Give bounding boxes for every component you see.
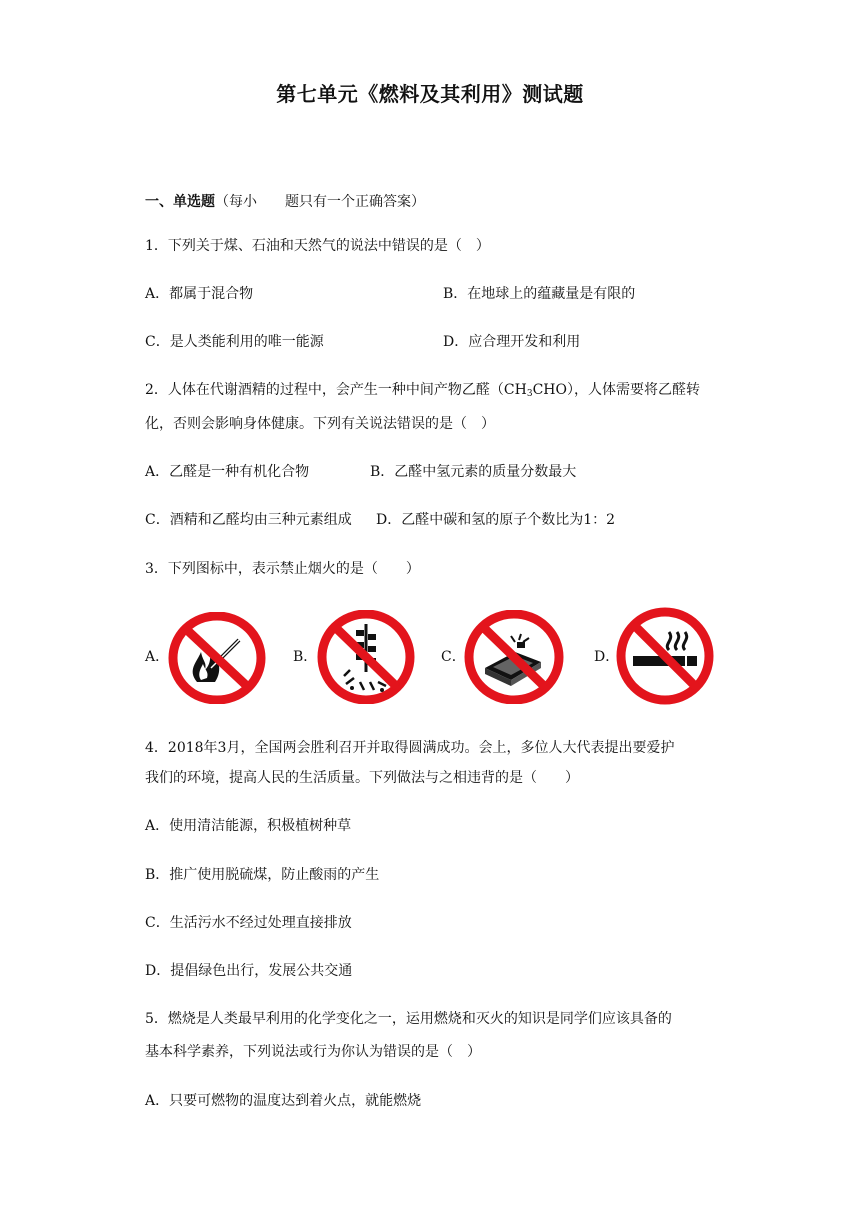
question-2-stem-line1	[145, 380, 700, 404]
question-3-option-b-label: B．	[293, 649, 318, 665]
question-5-option-a: A．只要可燃物的温度达到着火点，就能燃烧	[145, 1093, 422, 1109]
question-4-option-c: C．生活污水不经过处理直接排放	[145, 915, 352, 931]
question-2-option-c: C．酒精和乙醛均由三种元素组成	[145, 512, 352, 528]
question-1-option-b: B．在地球上的蕴藏量是有限的	[443, 286, 636, 302]
question-4-stem-line1: 4．2018年3月，全国两会胜利召开并取得圆满成功。会上，多位人大代表提出要爱护	[145, 740, 675, 756]
no-smoking-sign-icon	[615, 606, 715, 706]
question-4-stem-line2: 我们的环境，提高人民的生活质量。下列做法与之相违背的是（ ）	[145, 770, 579, 786]
question-2-option-b: B．乙醛中氢元素的质量分数最大	[370, 464, 577, 480]
formula-subscript: 3	[526, 389, 533, 399]
question-1-stem: 1．下列关于煤、石油和天然气的说法中错误的是（ ）	[145, 238, 490, 254]
no-fireworks-sign-icon	[316, 610, 416, 704]
section-heading	[145, 192, 425, 212]
question-5-stem-line1: 5．燃烧是人类最早利用的化学变化之一，运用燃烧和灭火的知识是同学们应该具备的	[145, 1011, 672, 1027]
no-matches-sign-icon	[463, 610, 565, 704]
question-4-option-d: D．提倡绿色出行，发展公共交通	[145, 963, 353, 979]
question-2-stem-line2: 化，否则会影响身体健康。下列有关说法错误的是（ ）	[145, 416, 495, 432]
question-1-option-c: C．是人类能利用的唯一能源	[145, 334, 324, 350]
question-5-stem-line2: 基本科学素养，下列说法或行为你认为错误的是（ ）	[145, 1044, 481, 1060]
question-3-option-d-label: D．	[594, 649, 620, 665]
question-2-stem-part1: 2．人体在代谢酒精的过程中，会产生一种中间产物乙醛（CH	[145, 382, 527, 398]
page-title: 第七单元《燃料及其利用》测试题	[276, 82, 584, 106]
question-4-option-b: B．推广使用脱硫煤，防止酸雨的产生	[145, 867, 380, 883]
section-note: （每小 题只有一个正确答案）	[215, 194, 425, 210]
question-2-stem-part2: CHO），人体需要将乙醛转	[532, 382, 700, 398]
question-3-stem: 3．下列图标中，表示禁止烟火的是（ ）	[145, 561, 420, 577]
no-open-flame-sign-icon	[167, 612, 267, 704]
question-2-option-a: A．乙醛是一种有机化合物	[145, 464, 310, 480]
question-3-option-a-label: A．	[145, 649, 170, 665]
question-1-option-a: A．都属于混合物	[145, 286, 254, 302]
section-heading-text: 一、单选题	[145, 194, 215, 210]
question-2-option-d: D．乙醛中碳和氢的原子个数比为1：2	[376, 512, 616, 528]
question-4-option-a: A．使用清洁能源，积极植树种草	[145, 818, 352, 834]
question-3-option-c-label: C．	[441, 649, 466, 665]
question-1-option-d: D．应合理开发和利用	[443, 334, 581, 350]
